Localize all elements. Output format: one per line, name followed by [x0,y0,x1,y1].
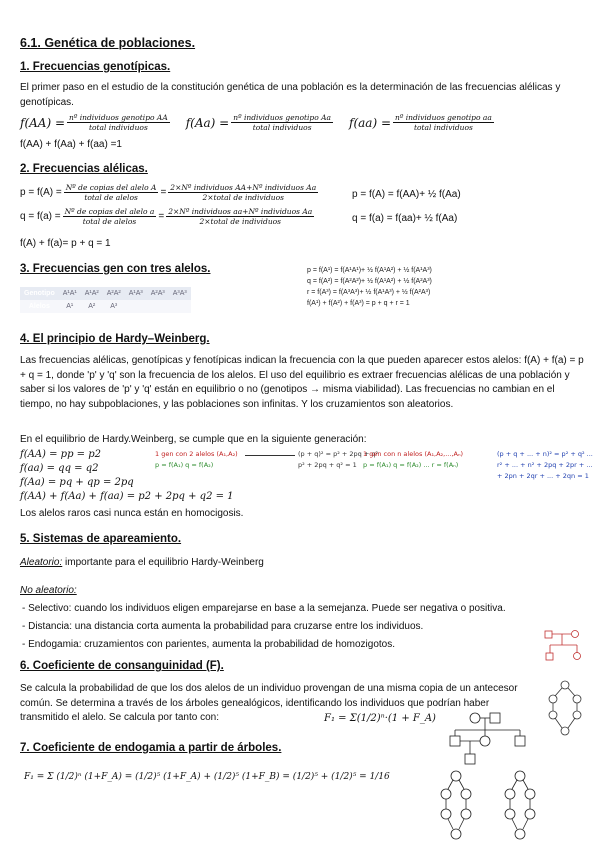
heading-three-alleles: 3. Frecuencias gen con tres alelos. [20,263,211,275]
heading-endogamy-trees: 7. Coeficiente de endogamia a partir de árboles. [20,742,282,754]
pedigree-small-diagram [535,625,595,743]
bullet-distance: - Distancia: una distancia corta aumenta la probabilidad para cruzarse entre los individuos. [22,621,424,632]
hw-arrow [245,455,295,456]
heading-allelic: 2. Frecuencias alélicas. [20,163,148,175]
heading-consanguinity: 6. Coeficiente de consanguinidad (F). [20,660,224,672]
pedigree-family-diagram [440,710,530,770]
faa-fraction: $\frac{\text{nº individuos genotipo aa}}{\text{total individuos}}$ [395,113,492,132]
consanguinity-formula: F₁ = Σ(1/2)ⁿ·(1 + F_A) [324,713,436,724]
hw-equations: f(AA) = pp = p2 f(aa) = qq = q2 f(Aa) = pq + qp = 2pq f(AA) + f(Aa) + f(aa) = p2 + 2pq + q2 = 1 [20,449,234,502]
aleatorio-line [20,556,264,571]
genotypic-formulas [20,113,590,132]
q-simple: q = f(a) = f(aa)+ ½ f(Aa) [352,213,458,224]
q-formula: q = f(a) = $\frac{\text{Nº de copias del alelo a}}{\text{total de alelos}}$ = $\frac{\text{2×Nº individuos aa+Nº individuos Aa}}{\text{2×total de individuos}}$ [20,207,313,226]
fAA-fraction: $\frac{\text{nº individuos genotipo AA}}{\text{total individuos}}$ [69,113,168,132]
hw-side-notes-right-result: (p + q + ... + n)² = p² + q² ... r² + ... + n² + 2pq + 2pr + ... + 2pn + 2qr + ... + 2qn = 1 [497,450,593,480]
bullet-selective: - Selectivo: cuando los individuos eligen emparejarse en base a la semejanza. Puede ser negativa o positiva. [22,603,506,614]
page-title: 6.1. Genética de poblaciones. [20,36,196,50]
heading-mating-systems: 5. Sistemas de apareamiento. [20,533,182,545]
p-formula: p = f(A) = $\frac{\text{Nº de copias del alelo A}}{\text{total de alelos}}$ = $\frac{\text{2×Nº individuos AA+Nº individuos Aa}}{\text{2×total de individuos}}$ [20,183,317,202]
hw-side-notes-left: 1 gen con 2 alelos (A₁,A₂) p = f(A₁) q = f(A₂) [155,450,238,469]
heading-genotypic: 1. Frecuencias genotípicas. [20,61,171,73]
p-simple: p = f(A) = f(AA)+ ½ f(Aa) [352,189,461,200]
bullet-endogamy: - Endogamia: cruzamientos con parientes, aumenta la probabilidad de homozigotos. [22,639,395,650]
genotype-table: Genotipo A¹A¹ A¹A² A²A² A¹A³ A²A³ A³A³ Alelos A¹ A² A³ [20,287,191,313]
no-aleatorio-label: No aleatorio: [20,585,77,596]
genotypic-text: El primer paso en el estudio de la constitución genética de una población es la determinación de las frecuencias alélicas y genotípicas. [20,82,561,108]
aleatorio-text: importante para el equilibrio Hardy-Weinberg [65,557,264,568]
hw-side-notes-left-result: (p + q)² = p² + 2pq + q² p² + 2pq + q² = 1 [298,450,379,469]
hw-note: Los alelos raros casi nunca están en homocigosis. [20,508,244,519]
fAa-fraction: $\frac{\text{nº individuos genotipo Aa}}{\text{total individuos}}$ [233,113,332,132]
fAA-label: f(AA) = [20,115,66,130]
hw-text: Las frecuencias alélicas, genotípicas y fenotípicas indican la frecuencia con la que pueden aparecer estos alelos: f(A) + f(a) = p + q = 1, donde 'p' y 'q' son la frecuencia de los alelos. El uso del equilibrio es extraer frecuencias alélicas de una población y saber si los valores de 'p' y 'q' están en equilibrio o no (genotipos → misma viabilidad). Las frecuencias no cambian en el tiempo, no hay subpoblaciones, y las poblaciones son infinitas. Y los cruzamientos son aleatorios. [20,355,584,410]
heading-hardy-weinberg: 4. El principio de Hardy–Weinberg. [20,333,210,345]
inbreeding-loop-diagram [440,768,600,848]
aleatorio-label: Aleatorio: [20,557,63,568]
hw-intro: En el equilibrio de Hardy.Weinberg, se cumple que en la siguiente generación: [20,434,367,445]
three-allele-equations: p = f(A¹) = f(A¹A¹)+ ½ f(A¹A²) + ½ f(A¹A³) q = f(A²) = f(A²A²)+ ½ f(A¹A²) + ½ f(A²A³) r = f(A³) = f(A³A³)+ ½ f(A¹A³) + ½ f(A²A³) f(A¹) + f(A²) + f(A³) = p + q + r = 1 [307,267,432,307]
consanguinity-text: Se calcula la probabilidad de que los dos alelos de un individuo provengan de una misma copia de un antecesor común. Se determina a través de los árboles genealógicos, identificando los individuos que podrían haber transmitido el alelo. Se calcula por tanto con: [20,683,518,723]
faa-label: f(aa) = [349,115,391,130]
fAa-label: f(Aa) = [185,115,230,130]
endogamy-formula: F₁ = Σ (1/2)ⁿ (1+F_A) = (1/2)⁵ (1+F_A) + (1/2)⁵ (1+F_B) = (1/2)⁵ + (1/2)⁵ = 1/16 [24,772,390,782]
genotypic-sum: f(AA) + f(Aa) + f(aa) =1 [20,139,122,150]
hw-side-notes-right: 1 gen con n alelos (A₁,A₂,...,Aₙ) p = f(A₁) q = f(A₂) ... r = f(Aₙ) [363,450,464,469]
allelic-sum: f(A) + f(a)= p + q = 1 [20,238,111,249]
